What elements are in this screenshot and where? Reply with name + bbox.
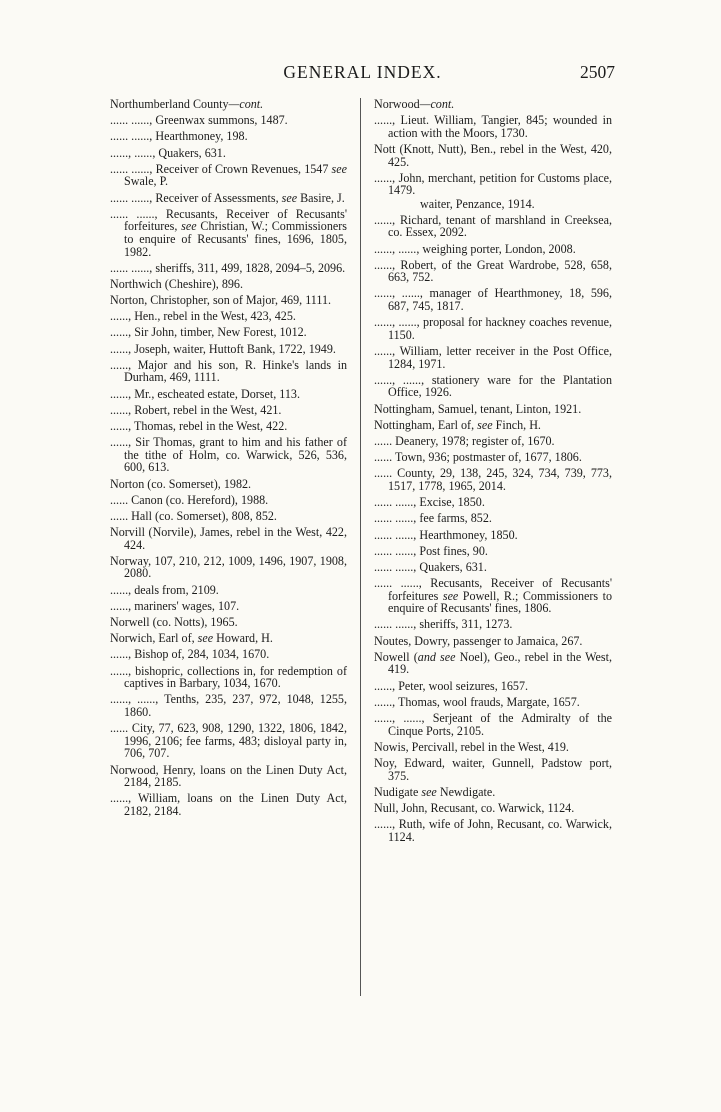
entry-text: Finch, H. xyxy=(492,417,541,432)
index-entry xyxy=(374,214,612,239)
index-entry xyxy=(110,294,347,307)
entry-text: ......, William, letter receiver in the Post Office, 1284, 1971. xyxy=(374,344,612,371)
entry-text: Noel), Geo., rebel in the West, 419. xyxy=(388,649,613,677)
entry-text: ...... County, 29, 138, 245, 324, 734, 739, 773, 1517, 1778, 1965, 2014. xyxy=(374,466,612,493)
entry-text: ...... ......, Excise, 1850. xyxy=(374,495,485,510)
column-divider xyxy=(360,98,361,996)
entry-text: ......, bishopric, collections in, for redemption of captives in Barbary, 1034, 1670. xyxy=(110,663,347,691)
entry-text: waiter, Penzance, 1914. xyxy=(420,196,535,211)
entry-text: Norwood, Henry, loans on the Linen Duty Act, 2184, 2185. xyxy=(110,762,347,790)
index-entry xyxy=(110,310,347,323)
index-entry xyxy=(110,555,347,580)
entry-text: ......, Sir John, timber, New Forest, 1012. xyxy=(110,325,307,340)
index-entry xyxy=(374,802,612,815)
index-entry xyxy=(110,388,347,401)
index-entry xyxy=(110,494,347,507)
index-entry xyxy=(374,496,612,509)
entry-text: ......, mariners' wages, 107. xyxy=(110,598,240,613)
index-entry xyxy=(110,359,347,384)
index-entry xyxy=(374,259,612,284)
entry-text: Noy, Edward, waiter, Gunnell, Padstow port, 375. xyxy=(374,755,612,783)
index-entry xyxy=(110,600,347,613)
index-entry xyxy=(110,632,347,645)
entry-text: ......, William, loans on the Linen Duty Act, 2182, 2184. xyxy=(110,791,347,818)
index-entry xyxy=(374,741,612,754)
index-entry xyxy=(110,343,347,356)
entry-text: ...... ......, Greenwax summons, 1487. xyxy=(110,113,288,128)
index-entry xyxy=(110,665,347,690)
entry-text: Null, John, Recusant, co. Warwick, 1124. xyxy=(374,800,575,815)
index-entry xyxy=(110,420,347,433)
index-column-left xyxy=(110,98,347,821)
index-entry xyxy=(374,435,612,448)
index-entry xyxy=(110,648,347,661)
index-entry xyxy=(374,757,612,782)
index-entry xyxy=(110,584,347,597)
index-entry xyxy=(374,651,612,676)
index-entry xyxy=(110,278,347,291)
entry-italic-text: —cont. xyxy=(228,97,264,111)
entry-text: Northumberland County xyxy=(110,97,229,111)
index-entry xyxy=(374,403,612,416)
entry-text: ...... Deanery, 1978; register of, 1670. xyxy=(374,433,555,448)
entry-text: ...... ......, sheriffs, 311, 1273. xyxy=(374,617,513,632)
page-header xyxy=(110,62,615,86)
page-number: 2507 xyxy=(580,62,615,82)
index-entry xyxy=(374,243,612,256)
index-entry xyxy=(374,818,612,843)
index-entry xyxy=(110,436,347,474)
entry-text: ...... ......, sheriffs, 311, 499, 1828, 2094–5, 2096. xyxy=(110,260,346,275)
index-entry xyxy=(374,467,612,492)
entry-text: ......, Thomas, rebel in the West, 422. xyxy=(110,418,288,433)
entry-text: Northwich (Cheshire), 896. xyxy=(110,276,244,291)
entry-italic-text: see xyxy=(197,631,214,646)
entry-text: Nottingham, Earl of, xyxy=(374,417,478,432)
index-entry xyxy=(374,512,612,525)
entry-text: Norton, Christopher, son of Major, 469, 1111. xyxy=(110,293,332,308)
index-entry xyxy=(110,130,347,143)
index-entry xyxy=(110,208,347,258)
entry-text: ...... Town, 936; postmaster of, 1677, 1806. xyxy=(374,450,582,465)
entry-text: Norwood xyxy=(374,97,420,111)
index-entry xyxy=(374,316,612,341)
entry-italic-text: see xyxy=(442,588,459,603)
entry-italic-text: see xyxy=(181,219,197,234)
entry-text: Norway, 107, 210, 212, 1009, 1496, 1907, 1908, 2080. xyxy=(110,553,347,581)
entry-text: Norton (co. Somerset), 1982. xyxy=(110,476,252,491)
entry-text: ......, Peter, wool seizures, 1657. xyxy=(374,678,529,693)
entry-text: Norwell (co. Notts), 1965. xyxy=(110,615,238,630)
entry-text: ...... City, 77, 623, 908, 1290, 1322, 1806, 1842, 1996, 2106; fee farms, 483; disloyal party in, 706, 707. xyxy=(110,721,347,761)
entry-text: ...... ......, Recusants, Receiver of Recusants' forfeitures, xyxy=(110,206,347,234)
entry-text: Norvill (Norvile), James, rebel in the West, 422, 424. xyxy=(110,525,347,552)
entry-text: ...... ......, Hearthmoney, 198. xyxy=(110,129,248,144)
index-entry xyxy=(110,192,347,205)
entry-text: ......, Ruth, wife of John, Recusant, co. Warwick, 1124. xyxy=(374,817,612,844)
index-entry xyxy=(374,345,612,370)
entry-text: ......, deals from, 2109. xyxy=(110,582,219,597)
entry-text: ...... ......, Quakers, 631. xyxy=(374,559,487,574)
index-entry xyxy=(374,545,612,558)
entry-text: ......, ......, weighing porter, London, 2008. xyxy=(374,241,576,256)
index-entry xyxy=(374,618,612,631)
entry-text: Howard, H. xyxy=(213,631,273,646)
entry-text: ......, Robert, rebel in the West, 421. xyxy=(110,402,282,417)
entry-text: Newdigate. xyxy=(436,784,496,799)
entry-text: ...... Canon (co. Hereford), 1988. xyxy=(110,492,269,507)
entry-text: Norwich, Earl of, xyxy=(110,631,198,646)
index-entry xyxy=(374,287,612,312)
index-entry xyxy=(110,526,347,551)
index-entry xyxy=(374,451,612,464)
index-entry xyxy=(110,262,347,275)
entry-italic-text: and see xyxy=(417,649,456,664)
entry-text: ......, Hen., rebel in the West, 423, 425. xyxy=(110,309,296,324)
index-entry xyxy=(110,478,347,491)
entry-text: ......, Thomas, wool frauds, Margate, 1657. xyxy=(374,694,580,709)
entry-italic-text: see xyxy=(421,784,437,799)
entry-text: ......, ......, stationery ware for the Plantation Office, 1926. xyxy=(374,372,612,400)
index-entry xyxy=(374,198,612,211)
entry-text: ......, Mr., escheated estate, Dorset, 113. xyxy=(110,386,300,401)
index-entry xyxy=(110,114,347,127)
entry-text: ......, ......, manager of Hearthmoney, 18, 596, 687, 745, 1817. xyxy=(374,286,612,314)
entry-text: ...... ......, Hearthmoney, 1850. xyxy=(374,527,518,542)
index-entry xyxy=(374,696,612,709)
index-entry xyxy=(374,561,612,574)
entry-text: Swale, P. xyxy=(124,174,169,189)
index-entry xyxy=(110,404,347,417)
entry-text: ...... ......, Receiver of Crown Revenues, 1547 xyxy=(110,161,332,176)
index-column-right xyxy=(374,98,612,847)
entry-text: Basire, J. xyxy=(297,190,345,205)
index-entry xyxy=(374,374,612,399)
entry-text: ......, Joseph, waiter, Huttoft Bank, 1722, 1949. xyxy=(110,341,336,356)
entry-text: ......, ......, Tenths, 235, 237, 972, 1048, 1255, 1860. xyxy=(110,692,347,719)
index-entry xyxy=(374,98,612,111)
index-entry xyxy=(374,680,612,693)
entry-text: ...... Hall (co. Somerset), 808, 852. xyxy=(110,508,277,523)
entry-text: Nottingham, Samuel, tenant, Linton, 1921. xyxy=(374,401,582,416)
entry-text: ......, Richard, tenant of marshland in Creeksea, co. Essex, 2092. xyxy=(374,212,612,240)
entry-text: Nott (Knott, Nutt), Ben., rebel in the West, 420, 425. xyxy=(374,141,612,169)
entry-text: Christian, W.; Commissioners to enquire of Recusants' fines, 1696, 1805, 1982. xyxy=(124,219,347,259)
index-entry xyxy=(374,172,612,197)
entry-italic-text: —cont. xyxy=(419,97,455,111)
index-entry xyxy=(374,419,612,432)
index-entry xyxy=(374,712,612,737)
entry-text: ...... ......, Recusants, Receiver of Recusants' forfeitures xyxy=(374,576,612,603)
entry-text: ......, Robert, of the Great Wardrobe, 528, 658, 663, 752. xyxy=(374,257,612,285)
index-entry xyxy=(374,529,612,542)
index-entry xyxy=(110,163,347,188)
index-entry xyxy=(374,143,612,168)
entry-text: ......, Sir Thomas, grant to him and his father of the tithe of Holm, co. Warwick, 526, 536, 600, 613. xyxy=(110,435,347,475)
entry-text: ......, ......, Serjeant of the Admiralty of the Cinque Ports, 2105. xyxy=(374,710,612,738)
index-entry xyxy=(110,616,347,629)
index-entry xyxy=(374,786,612,799)
entry-text: ......, Lieut. William, Tangier, 845; wounded in action with the Moors, 1730. xyxy=(374,113,612,140)
entry-text: ......, Major and his son, R. Hinke's lands in Durham, 469, 1111. xyxy=(110,357,347,385)
entry-italic-text: see xyxy=(281,190,298,205)
index-entry xyxy=(374,635,612,648)
index-entry xyxy=(110,693,347,718)
index-entry xyxy=(110,326,347,339)
entry-text: ...... ......, Receiver of Assessments, xyxy=(110,190,282,205)
index-entry xyxy=(374,114,612,139)
entry-text: Nudigate xyxy=(374,784,422,799)
index-entry xyxy=(110,722,347,760)
index-entry xyxy=(110,147,347,160)
index-entry xyxy=(110,792,347,817)
entry-text: ......, ......, Quakers, 631. xyxy=(110,145,226,160)
index-entry xyxy=(110,764,347,789)
entry-text: ......, John, merchant, petition for Customs place, 1479. xyxy=(374,170,612,198)
index-entry xyxy=(374,577,612,615)
entry-text: Noutes, Dowry, passenger to Jamaica, 267. xyxy=(374,633,583,648)
index-entry xyxy=(110,98,347,111)
entry-text: ...... ......, Post fines, 90. xyxy=(374,543,488,558)
entry-text: ......, ......, proposal for hackney coaches revenue, 1150. xyxy=(374,315,612,342)
page-title: GENERAL INDEX. xyxy=(283,62,442,82)
entry-text: ...... ......, fee farms, 852. xyxy=(374,511,492,526)
entry-text: Nowell ( xyxy=(374,649,418,664)
entry-text: Powell, R.; Commissioners to enquire of Recusants' fines, 1806. xyxy=(388,588,612,616)
index-entry xyxy=(110,510,347,523)
entry-text: ......, Bishop of, 284, 1034, 1670. xyxy=(110,647,270,662)
entry-italic-text: see xyxy=(331,161,347,176)
entry-text: Nowis, Percivall, rebel in the West, 419. xyxy=(374,739,569,754)
entry-italic-text: see xyxy=(477,417,493,432)
